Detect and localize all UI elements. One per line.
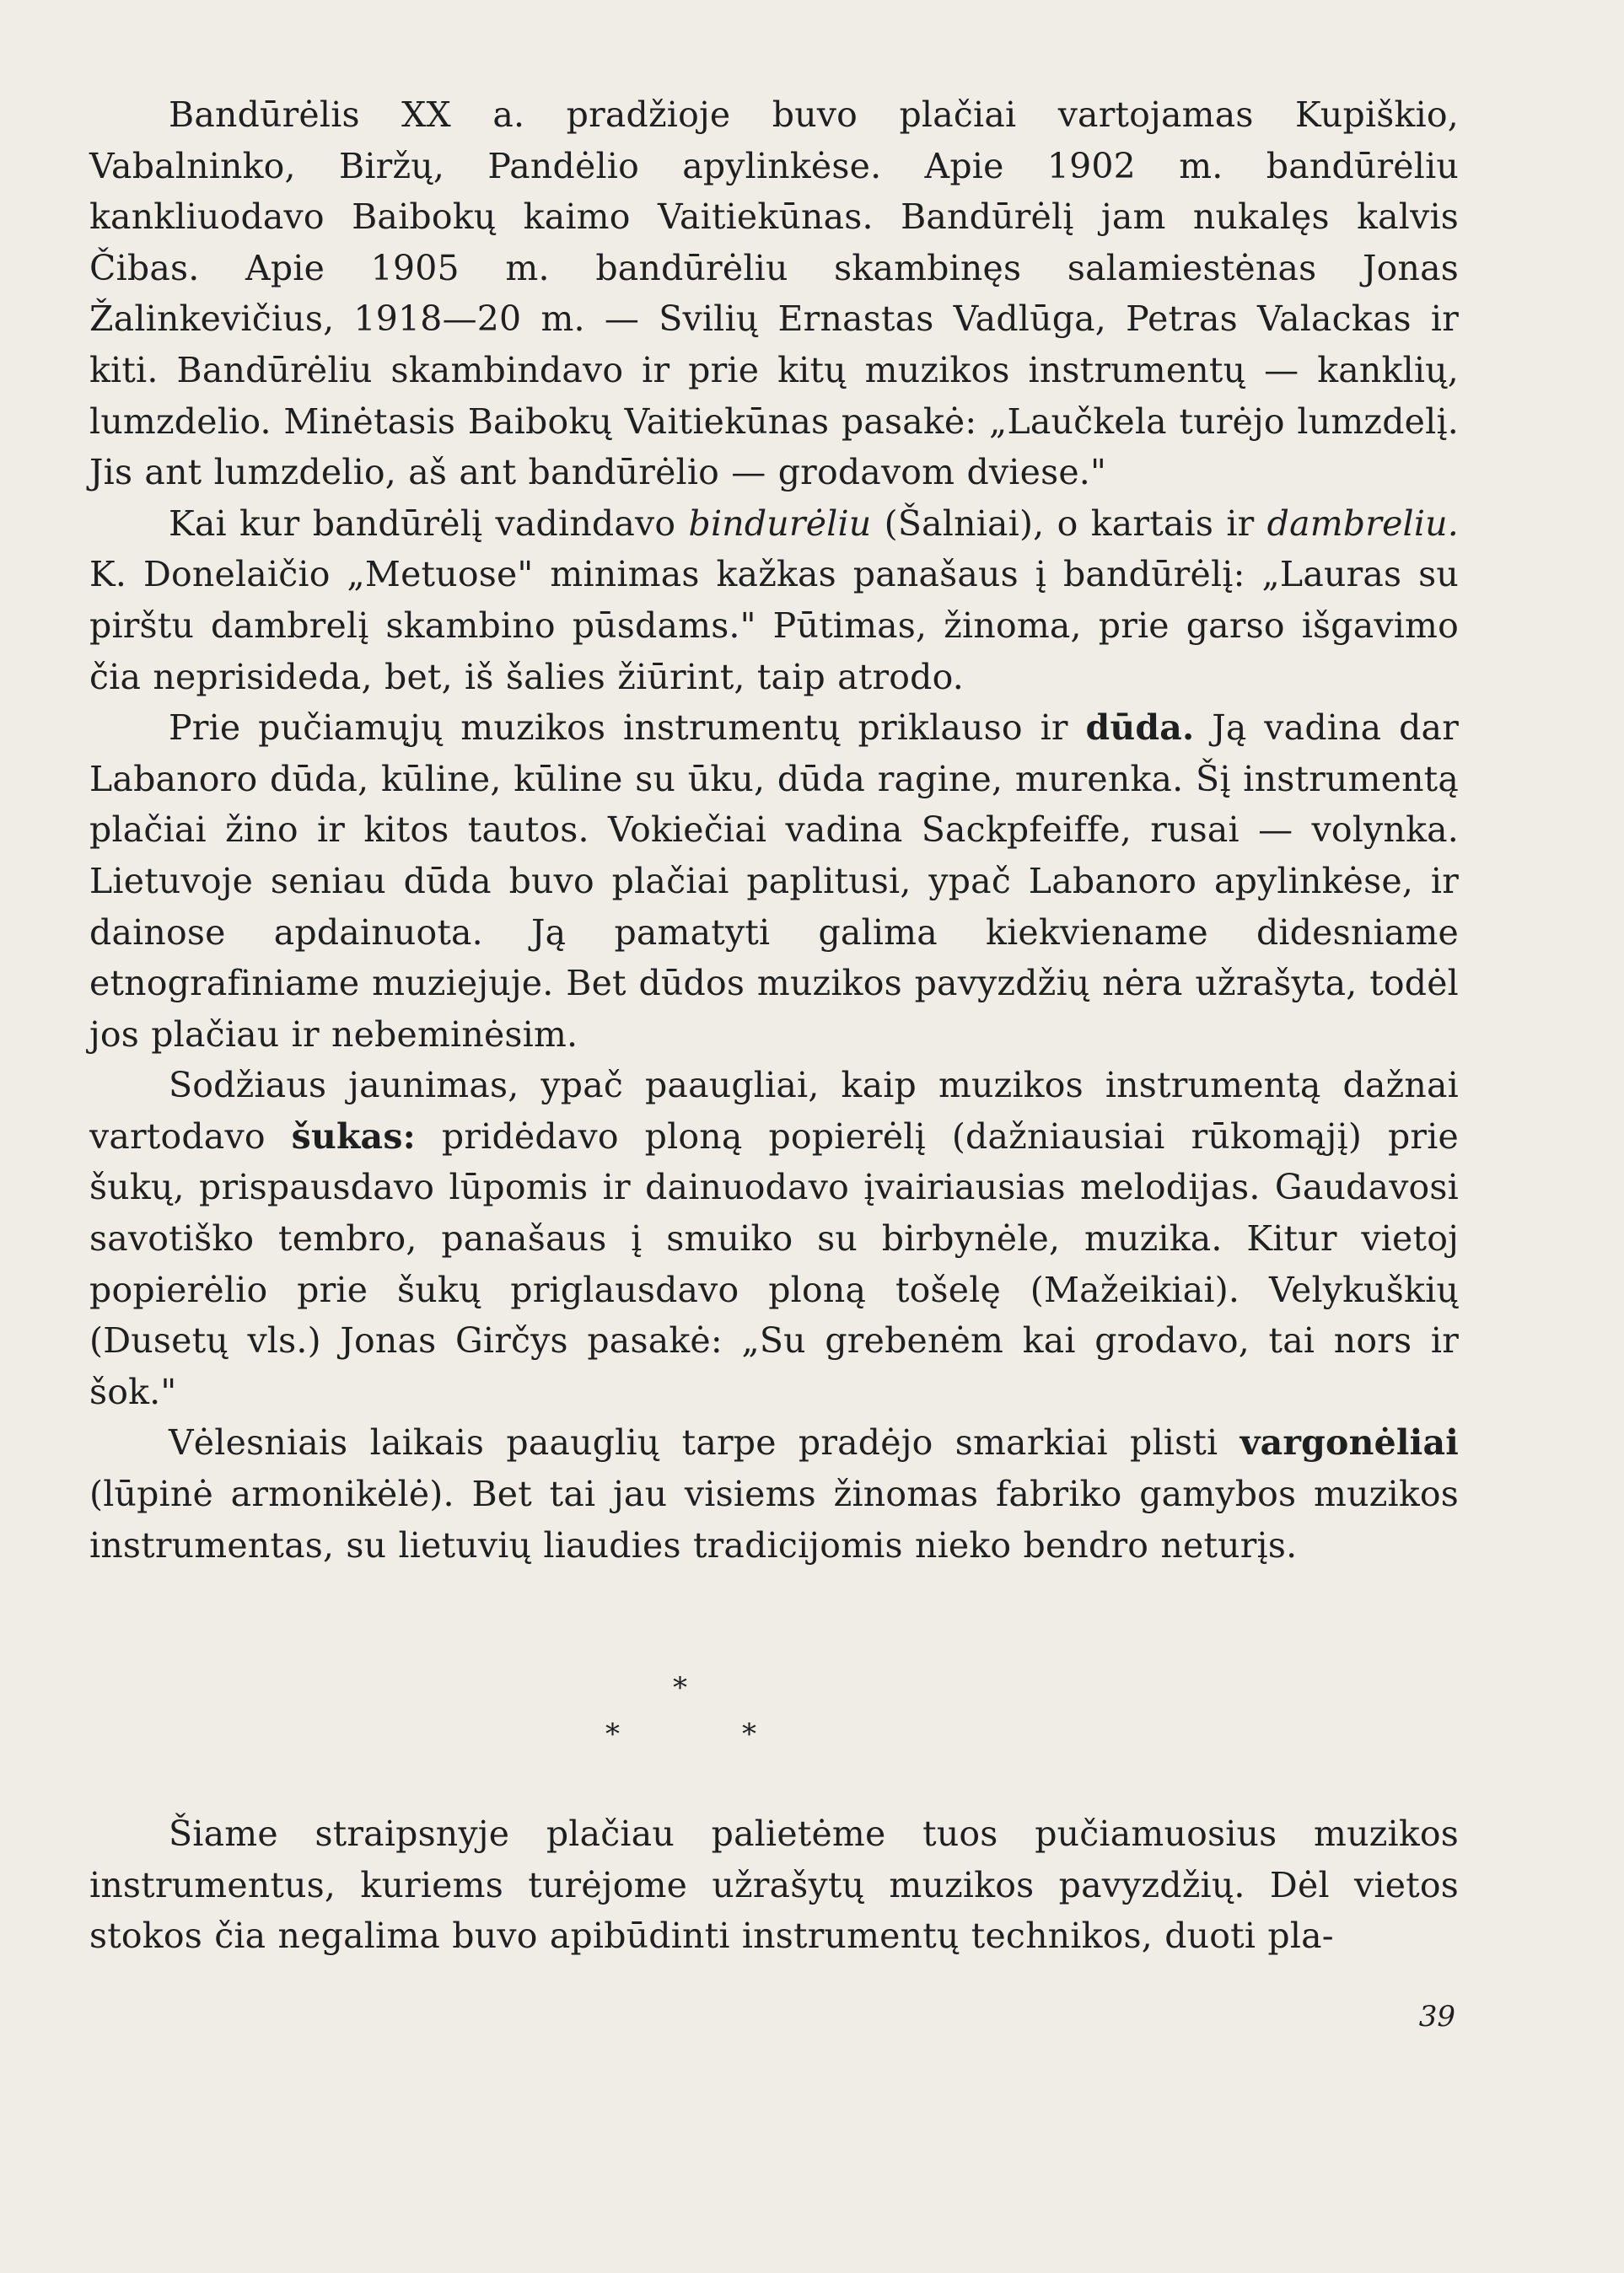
paragraph-1 xyxy=(89,89,1459,498)
paragraph-3-bold-term: dūda. xyxy=(1085,707,1195,749)
paragraph-2-italic-term-2: dambreliu. xyxy=(1266,502,1460,544)
paragraph-4-segment-2: pridėdavo ploną popierėlį (dažniausiai rūkomąjį) prie šukų, prispausdavo lūpomis ir dainuodavo įvairiausias melodijas. Gaudavosi savotiško tembro, panašaus į smuiko su birbynėle, muzika. Kitur vietoj popierėlio prie šukų priglausdavo ploną tošelę (Mažeikiai). Velykuškių (Dusetų vls.) Jonas Girčys pasakė: „Su grebenėm kai grodavo, tai nors ir šok." xyxy=(89,1115,1460,1412)
paragraph-5 xyxy=(89,1417,1459,1571)
section-separator xyxy=(0,1671,1624,1751)
paragraph-2 xyxy=(89,498,1459,702)
paragraph-4 xyxy=(89,1060,1459,1417)
paragraph-2-italic-term-1: bindurėliu xyxy=(688,502,872,544)
paragraph-2-segment-3: K. Donelaičio „Metuose" minimas kažkas panašaus į bandūrėlį: „Lauras su pirštu dambrelį skambino pūsdams." Pūtimas, žinoma, prie garso išgavimo čia neprisideda, bet, iš šalies žiūrint, taip atrodo. xyxy=(89,554,1459,697)
separator-star-top: * xyxy=(673,1671,687,1705)
paragraph-3 xyxy=(89,702,1459,1060)
paragraph-2-segment-2: (Šalniai), o kartais ir xyxy=(871,502,1267,544)
paragraph-5-segment-2: (lūpinė armonikėlė). Bet tai jau visiems žinomas fabriko gamybos muzikos instrumentas, su lietuvių liaudies tradicijomis nieko bendro neturįs. xyxy=(89,1474,1459,1566)
page-number: 39 xyxy=(1418,2000,1455,2034)
separator-star-right: * xyxy=(742,1717,756,1751)
paragraph-4-segment-1: Sodžiaus jaunimas, ypač paaugliai, kaip muzikos instrumentą dažnai vartodavo xyxy=(89,1065,1459,1157)
paragraph-1-text: Bandūrėlis XX a. pradžioje buvo plačiai vartojamas Kupiškio, Vabalninko, Biržų, Pandėlio apylinkėse. Apie 1902 m. bandūrėliu kankliuodavo Baibokų kaimo Vaitiekūnas. Bandūrėlį jam nukalęs kalvis Čibas. Apie 1905 m. bandūrėliu skambinęs salamiestėnas Jonas Žalinkevičius, 1918—20 m. — Svilių Ernastas Vadlūga, Petras Valackas ir kiti. Bandūrėliu skambindavo ir prie kitų muzikos instrumentų — kanklių, lumzdelio. Minėtasis Baibokų Vaitiekūnas pasakė: „Laučkela turėjo lumzdelį. Jis ant lumzdelio, aš ant bandūrėlio — grodavom dviese." xyxy=(89,94,1459,493)
paragraph-5-segment-1: Vėlesniais laikais paauglių tarpe pradėjo smarkiai plisti xyxy=(169,1422,1240,1464)
main-text-block xyxy=(89,89,1459,1571)
separator-star-left: * xyxy=(605,1717,620,1751)
closing-text-block xyxy=(89,1808,1459,1962)
closing-paragraph: Šiame straipsnyje plačiau palietėme tuos pučiamuosius muzikos instrumentus, kuriems turėjome užrašytų muzikos pavyzdžių. Dėl vietos stokos čia negalima buvo apibūdinti instrumentų technikos, duoti pla- xyxy=(89,1814,1459,1957)
paragraph-4-bold-term: šukas: xyxy=(291,1115,416,1157)
paragraph-5-bold-term: vargonėliai xyxy=(1240,1422,1459,1464)
paragraph-3-segment-1: Prie pučiamųjų muzikos instrumentų priklauso ir xyxy=(169,707,1086,749)
paragraph-2-segment-1: Kai kur bandūrėlį vadindavo xyxy=(169,502,689,544)
paragraph-3-segment-2: Ją vadina dar Labanoro dūda, kūline, kūline su ūku, dūda ragine, murenka. Šį instrumentą plačiai žino ir kitos tautos. Vokiečiai vadina Sackpfeiffe, rusai — volynka. Lietuvoje seniau dūda buvo plačiai paplitusi, ypač Labanoro apylinkėse, ir dainose apdainuota. Ją pamatyti galima kiekviename didesniame etnografiniame muziejuje. Bet dūdos muzikos pavyzdžių nėra užrašyta, todėl jos plačiau ir nebeminėsim. xyxy=(89,707,1459,1055)
